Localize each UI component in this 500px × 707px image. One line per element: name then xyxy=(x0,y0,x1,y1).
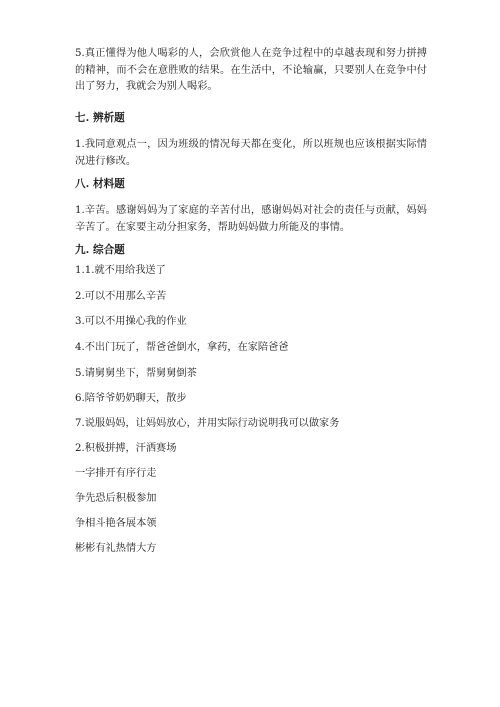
answer-paragraph-8-1: 1.辛苦。感谢妈妈为了家庭的辛苦付出，感谢妈妈对社会的责任与贡献，妈妈辛苦了。在家要主动分担家务，帮助妈妈做力所能及的事情。 xyxy=(75,205,427,233)
list-item: 争先恐后积极参加 xyxy=(75,493,157,504)
list-item: 7.说服妈妈，让妈妈放心，并用实际行动说明我可以做家务 xyxy=(75,418,340,429)
list-item: 6.陪爷爷奶奶聊天，散步 xyxy=(75,393,187,404)
list-item: 彬彬有礼热情大方 xyxy=(75,543,157,554)
answer-paragraph-6-5: 5.真正懂得为他人喝彩的人，会欣赏他人在竞争过程中的卓越表现和努力拼搏的精神，而不会在意胜败的结果。在生活中，不论输赢，只要别人在竞争中付出了努力，我就会为别人喝彩。 xyxy=(75,48,427,92)
list-item: 4.不出门玩了，帮爸爸倒水，拿药，在家陪爸爸 xyxy=(75,342,289,353)
list-item: 3.可以不用操心我的作业 xyxy=(75,316,187,327)
list-item: 争相斗艳各展本领 xyxy=(75,518,157,529)
list-item: 5.请舅舅坐下，帮舅舅倒茶 xyxy=(75,368,197,379)
section-heading-9: 九. 综合题 xyxy=(75,244,125,256)
list-item: 2.可以不用那么辛苦 xyxy=(75,291,167,302)
section-heading-7: 七. 辨析题 xyxy=(75,112,125,124)
list-item: 1.1.就不用给我送了 xyxy=(75,265,166,276)
answer-paragraph-7-1: 1.我同意观点一，因为班级的情况每天都在变化，所以班规也应该根据实际情况进行修改。 xyxy=(75,139,427,167)
list-item: 一字排开有序行走 xyxy=(75,468,157,479)
list-item: 2.积极拼搏，汗洒赛场 xyxy=(75,443,177,454)
section-heading-8: 八. 材料题 xyxy=(75,178,125,190)
